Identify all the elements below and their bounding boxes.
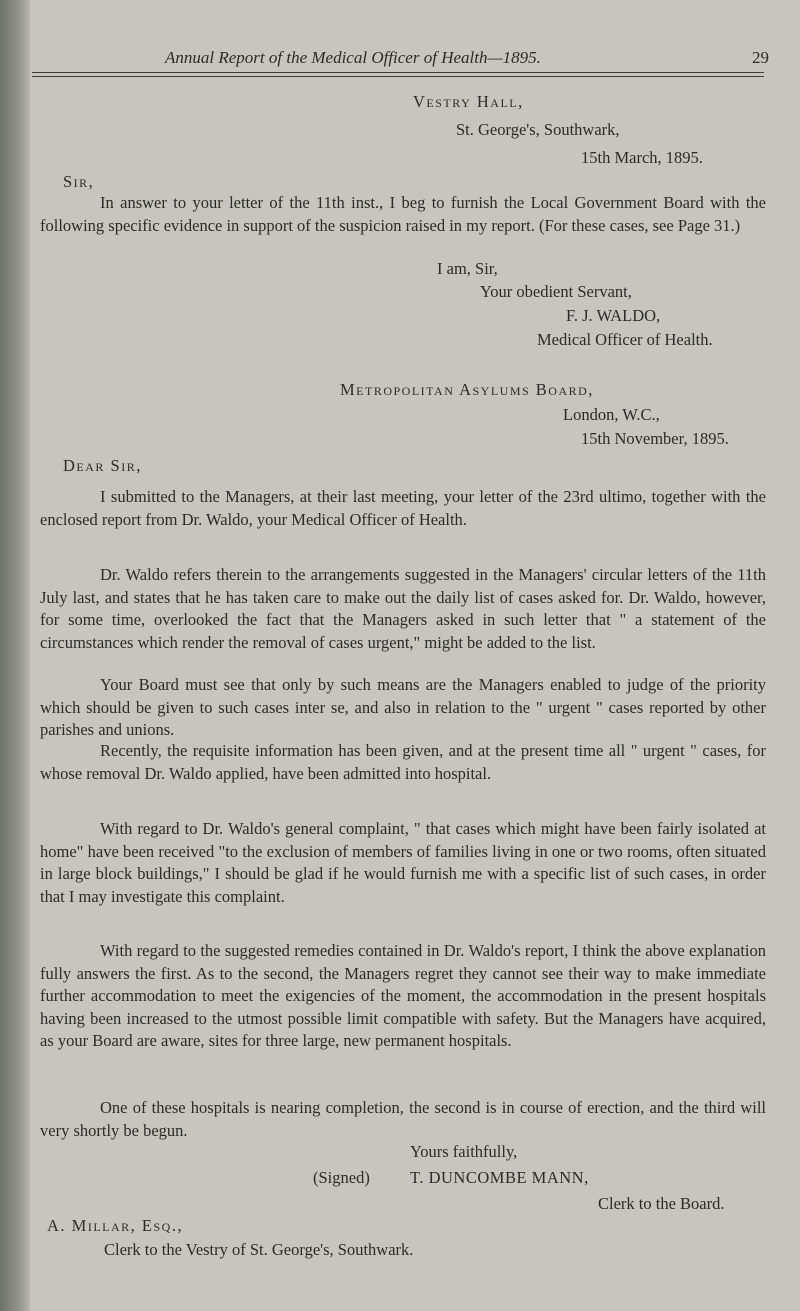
letter1-signer-title: Medical Officer of Health. bbox=[537, 330, 713, 349]
letter2-paragraph-6: With regard to the suggested remedies contained in Dr. Waldo's report, I think the above explanation fully answers the first. As to the second, the Managers regret they cannot see their way to make immediate further accommodation to meet the exigencies of the moment, the accommodation in the present hospitals having been increased to the utmost possible limit compatible with safety. But the Managers have acquired, as your Board are aware, sites for three large, new permanent hospitals. bbox=[40, 941, 766, 1050]
page-number: 29 bbox=[752, 48, 769, 67]
header-rule-bottom bbox=[32, 76, 764, 77]
letter1-closing1: I am, Sir, bbox=[437, 259, 498, 278]
addressee-name: A. Millar, Esq., bbox=[47, 1216, 184, 1235]
letter1-address-line1: Vestry Hall, bbox=[413, 92, 524, 111]
letter1-body: In answer to your letter of the 11th inst., I beg to furnish the Local Government Board with the following specific evidence in support of the suspicion raised in my report. (For these cases, see Page 31.) bbox=[40, 193, 766, 235]
letter2-paragraph-5: With regard to Dr. Waldo's general complaint, " that cases which might have been fairly isolated at home" have been received "to the exclusion of members of families living in one or two rooms, often situated in large block buildings," I should be glad if he would furnish me with a specific list of such cases, in order that I may investigate this complaint. bbox=[40, 819, 766, 906]
header-rule-top bbox=[32, 72, 764, 73]
letter2-paragraph-4: Recently, the requisite information has been given, and at the present time all " urgent " cases, for whose removal Dr. Waldo applied, have been admitted into hospital. bbox=[40, 741, 766, 783]
letter2-paragraph-1: I submitted to the Managers, at their last meeting, your letter of the 23rd ultimo, together with the enclosed report from Dr. Waldo, your Medical Officer of Health. bbox=[40, 487, 766, 529]
letter1-salutation: Sir, bbox=[63, 172, 95, 191]
signed-label: (Signed) bbox=[313, 1168, 370, 1187]
letter1-address-line2: St. George's, Southwark, bbox=[456, 120, 620, 139]
letter2-paragraph-7: One of these hospitals is nearing completion, the second is in course of erection, and the third will very shortly be begun. bbox=[40, 1098, 766, 1140]
letter2-paragraph-3: Your Board must see that only by such means are the Managers enabled to judge of the priority which should be given to such cases inter se, and also in relation to the " urgent " cases reported by other parishes and unions. bbox=[40, 675, 766, 739]
letter2-date: 15th November, 1895. bbox=[581, 429, 729, 448]
running-header bbox=[0, 40, 800, 68]
addressee-title: Clerk to the Vestry of St. George's, Southwark. bbox=[104, 1240, 414, 1259]
letter2-paragraph-2: Dr. Waldo refers therein to the arrangements suggested in the Managers' circular letters of the 11th July last, and states that he has taken care to make out the daily list of cases asked for. Dr. Waldo, however, for some time, overlooked the fact that the Managers asked in such letter that " a statement of the circumstances which render the removal of cases urgent," might be added to the list. bbox=[40, 565, 766, 652]
letter1-date: 15th March, 1895. bbox=[581, 148, 703, 167]
binding-gutter bbox=[0, 0, 30, 1311]
letter2-closing: Yours faithfully, bbox=[410, 1142, 518, 1161]
letter2-signature: T. DUNCOMBE MANN, bbox=[410, 1168, 589, 1187]
letter2-address-line2: London, W.C., bbox=[563, 405, 660, 424]
letter2-salutation: Dear Sir, bbox=[63, 456, 142, 475]
running-title: Annual Report of the Medical Officer of Health—1895. bbox=[165, 48, 541, 67]
letter2-signer-title: Clerk to the Board. bbox=[598, 1194, 725, 1213]
letter1-closing2: Your obedient Servant, bbox=[480, 282, 632, 301]
letter2-address-line1: Metropolitan Asylums Board, bbox=[340, 380, 594, 399]
letter1-signature: F. J. WALDO, bbox=[566, 306, 661, 325]
